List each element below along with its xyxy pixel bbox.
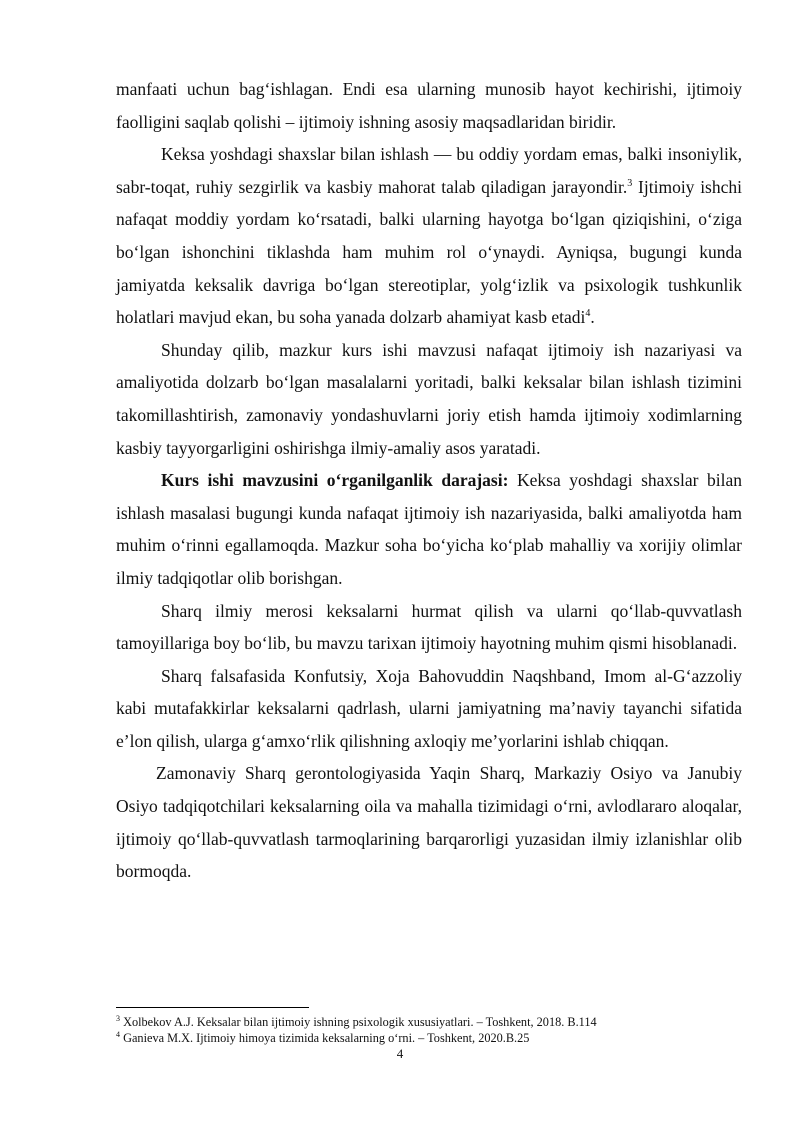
footnote-ref-4[interactable]: 4 — [585, 308, 591, 320]
paragraph-1: manfaati uchun bag‘ishlagan. Endi esa ularning munosib hayot kechirishi, ijtimoiy faolligini saqlab qolishi – ijtimoiy ishning asosiy maqsadlaridan biridir. — [116, 79, 742, 132]
paragraph-2: Keksa yoshdagi shaxslar bilan ishlash — bu oddiy yordam emas, balki insoniylik, sabr-toqat, ruhiy sezgirlik va kasbiy mahorat talab qiladigan jarayondir.$^3$ Ijtimoiy ishchi nafaqat moddiy yordam ko‘rsatadi, balki ularning hayotga bo‘lgan qiziqishini, o‘ziga bo‘lgan ishonchini tiklashda ham muhim rol o‘ynaydi. Ayniqsa, bugungi kunda jamiyatda keksalik davriga bo‘lgan stereotiplar, yolg‘izlik va psixologik tushkunlik holatlari mavjud ekan, bu soha yanada dolzarb ahamiyat kasb etadi$^4$. — [116, 144, 742, 328]
paragraph-4: Kurs ishi mavzusini o‘rganilganlik darajasi: Keksa yoshdagi shaxslar bilan ishlash masalasi bugungi kunda nafaqat ijtimoiy ish nazariyasida, balki amaliyotda ham muhim o‘rinni egallamoqda. Mazkur soha bo‘yicha ko‘plab mahalliy va xorijiy olimlar ilmiy tadqiqotlar olib borishgan. — [116, 470, 742, 588]
footnote-ref-3[interactable]: 3 — [627, 177, 633, 189]
page-number: 4 — [396, 1046, 404, 1061]
footnote-4: $^4$ Ganieva M.X. Ijtimoiy himoya tizimida keksalarning o‘rni. – Toshkent, 2020.B.25 — [116, 1029, 530, 1045]
paragraph-6: Sharq falsafasida Konfutsiy, Xoja Bahovuddin Naqshband, Imom al-G‘azzoliy kabi mutafakkirlar keksalarni qadrlash, ularni jamiyatning ma’naviy tayanchi sifatida e’lon qilish, ularga g‘amxo‘rlik qilishning axloqiy me’yorlarini ishlab chiqqan. — [116, 665, 742, 751]
paragraph-7: Zamonaviy Sharq gerontologiyasida Yaqin Sharq, Markaziy Osiyo va Janubiy Osiyo tadqiqotchilari keksalarning oila va mahalla tizimidagi o‘rni, avlodlararo aloqalar, ijtimoiy qo‘llab-quvvatlash tarmoqlarining barqarorligi yuzasidan ilmiy izlanishlar olib bormoqda. — [116, 763, 742, 882]
footnote-3: $^3$ Xolbekov A.J. Keksalar bilan ijtimoiy ishning psixologik xususiyatlari. – Toshkent, 2018. B.114 — [116, 1013, 597, 1029]
paragraph-3: Shunday qilib, mazkur kurs ishi mavzusi nafaqat ijtimoiy ish nazariyasi va amaliyotida dolzarb bo‘lgan masalalarni yoritadi, balki keksalar bilan ishlash tizimini takomillashtirish, zamonaviy yondashuvlarni joriy etish hamda ijtimoiy xodimlarning kasbiy tayyorgarligini oshirishga ilmiy-amaliy asos yaratadi. — [116, 339, 742, 458]
footnote-separator — [116, 1007, 309, 1008]
footnotes — [116, 1014, 742, 1046]
main-text — [116, 73, 742, 888]
section-heading: Kurs ishi mavzusini o‘rganilganlik darajasi: — [161, 470, 509, 491]
paragraph-5: Sharq ilmiy merosi keksalarni hurmat qilish va ularni qo‘llab-quvvatlash tamoyillariga boy bo‘lib, bu mavzu tarixan ijtimoiy hayotning muhim qismi hisoblanadi. — [116, 600, 742, 654]
